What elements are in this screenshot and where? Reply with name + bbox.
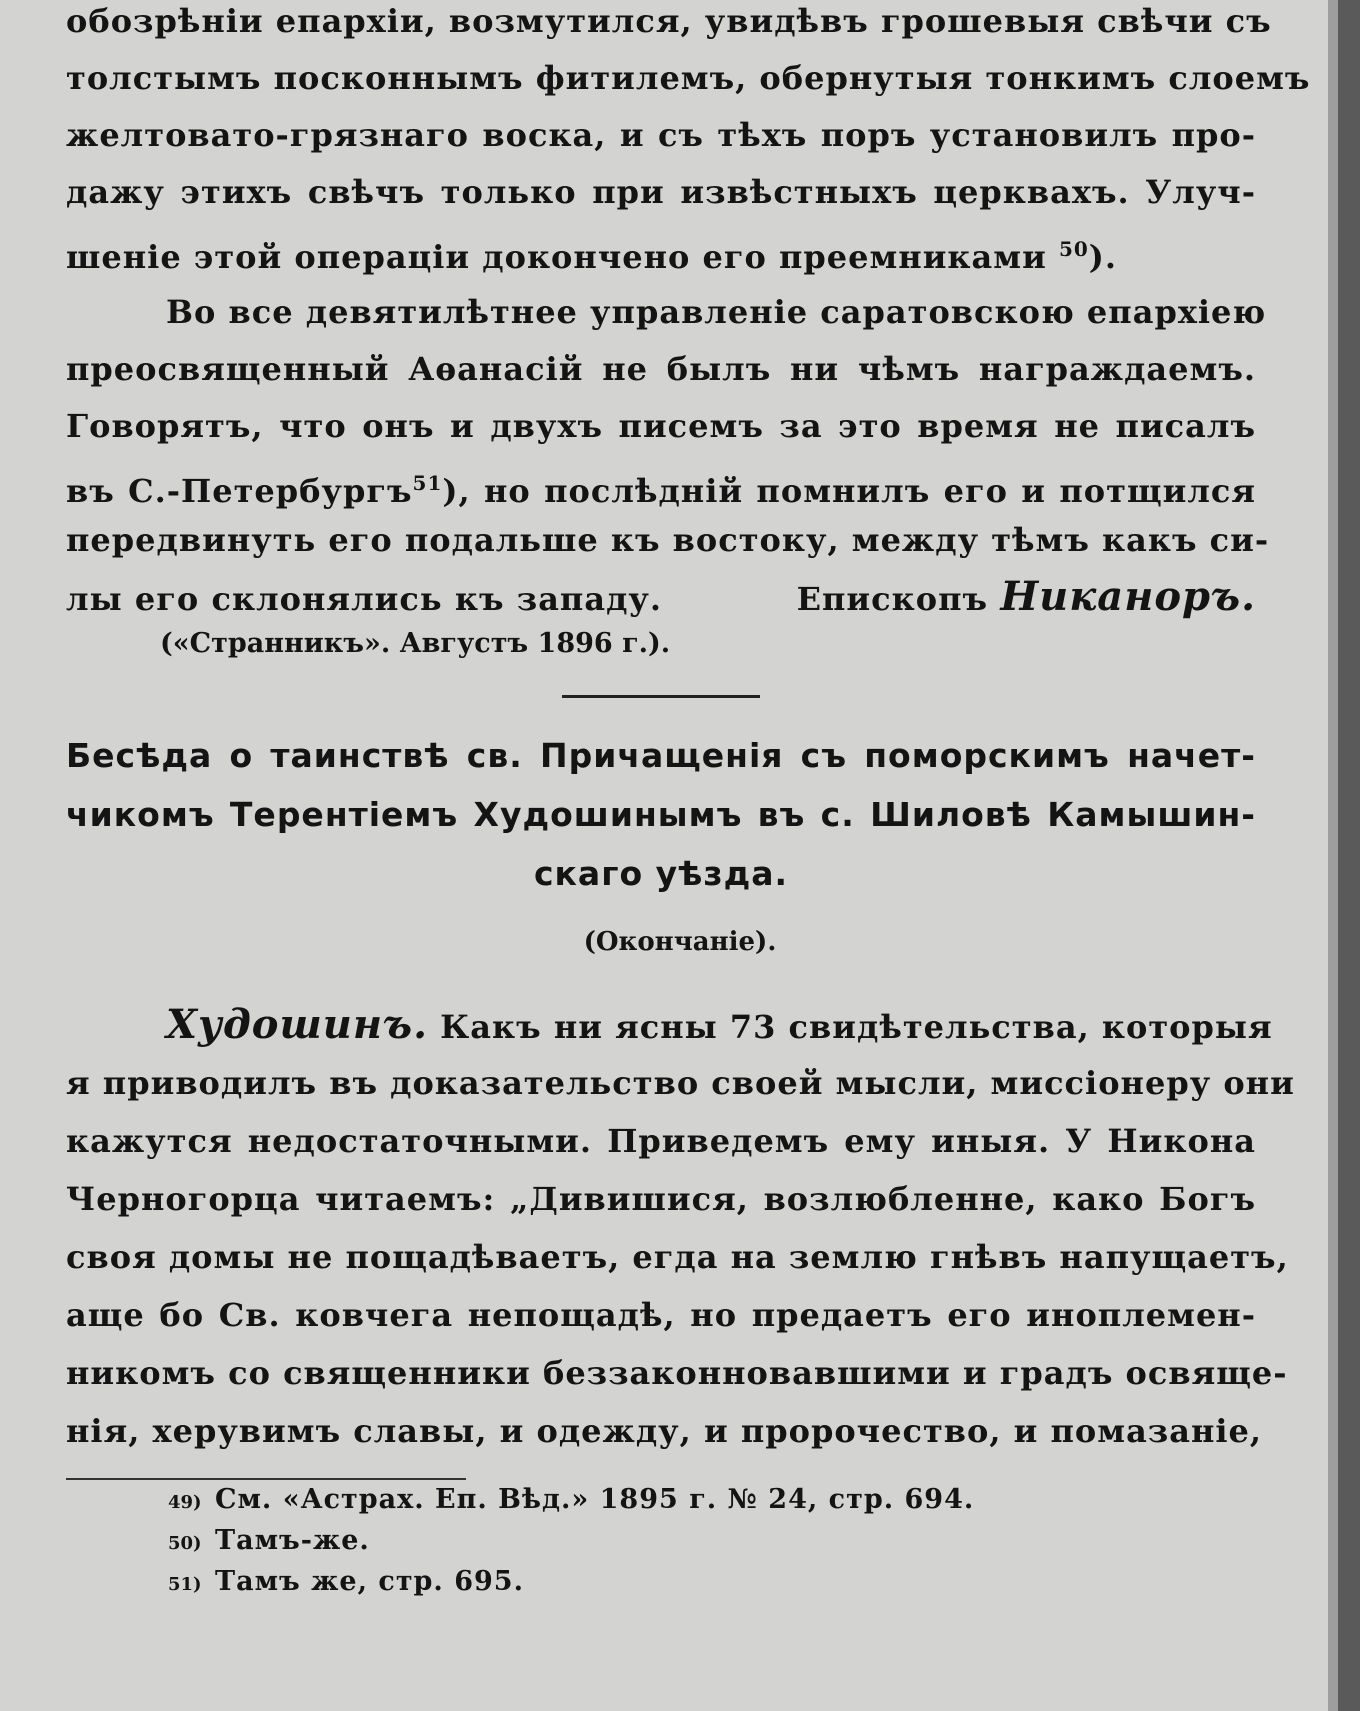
section-divider <box>562 695 760 698</box>
line-text: шеніе этой операціи докончено его преемниками <box>66 238 1047 276</box>
speaker-name: Худошинъ. <box>166 1001 429 1048</box>
footnote-51 <box>168 1562 974 1602</box>
continued-label: (Окончаніе). <box>583 927 777 957</box>
footnote-text: Тамъ же, стр. 695. <box>214 1566 524 1597</box>
text-line: желтовато-грязнаго воска, и съ тѣхъ поръ установилъ про- <box>66 116 1256 154</box>
footnote-ref-50: 50 <box>1058 237 1089 261</box>
footnote-ref-51: 51 <box>412 471 443 495</box>
line-text: лы его склонялись къ западу. <box>66 580 663 618</box>
page-edge <box>1338 0 1360 1711</box>
text-line: толстымъ посконнымъ фитилемъ, обернутыя тонкимъ слоемъ <box>66 59 1311 97</box>
title-line: чикомъ Терентіемъ Худошинымъ въ с. Шиловѣ Камышин- <box>66 795 1256 834</box>
text-line: своя домы не пощадѣваетъ, егда на землю гнѣвъ напущаетъ, <box>66 1238 1289 1276</box>
line-text: ), но послѣдній помнилъ его и потщился <box>442 472 1257 510</box>
text-line: нія, херувимъ славы, и одежду, и пророчество, и помазаніе, <box>66 1412 1263 1450</box>
line-text: Какъ ни ясны 73 свидѣтельства, которыя <box>440 1008 1273 1046</box>
text-line <box>66 996 1273 1054</box>
source-note: («Странникъ». Августъ 1896 г.). <box>160 628 671 659</box>
footnote-50 <box>168 1521 974 1561</box>
footnote-text: См. «Астрах. Еп. Вѣд.» 1895 г. № 24, стр. 694. <box>214 1484 975 1515</box>
title-line: скаго уѣзда. <box>533 854 789 893</box>
text-line: дажу этихъ свѣчъ только при извѣстныхъ церквахъ. Улуч- <box>66 173 1256 211</box>
text-line <box>66 454 1256 512</box>
footnotes <box>168 1480 974 1603</box>
signature-line <box>66 568 1256 626</box>
text-line: Говорятъ, что онъ и двухъ писемъ за это время не писалъ <box>66 407 1256 445</box>
page-edge-shadow <box>1328 0 1338 1711</box>
text-line: кажутся недостаточными. Приведемъ ему иныя. У Никона <box>66 1122 1256 1160</box>
footnote-number: 50) <box>168 1533 202 1554</box>
text-line: аще бо Св. ковчега непощадѣ, но предаетъ его иноплемен- <box>66 1296 1256 1334</box>
signature-prefix: Епископъ <box>796 580 989 618</box>
text-line: я приводилъ въ доказательство своей мысли, миссіонеру они <box>66 1064 1295 1102</box>
footnote-text: Тамъ-же. <box>214 1525 370 1556</box>
text-line: преосвященный Аѳанасій не былъ ни чѣмъ награждаемъ. <box>66 350 1256 388</box>
text-line <box>66 220 1256 278</box>
text-line: Во все девятилѣтнее управленіе саратовскою епархіею <box>166 293 1267 331</box>
text-line: обозрѣніи епархіи, возмутился, увидѣвъ грошевыя свѣчи съ <box>66 2 1272 40</box>
line-text: въ С.-Петербургъ <box>66 472 413 510</box>
signature-name: Никаноръ. <box>1000 573 1257 620</box>
footnote-49 <box>168 1480 974 1520</box>
footnote-number: 49) <box>168 1492 202 1513</box>
text-line: передвинуть его подальше къ востоку, между тѣмъ какъ си- <box>66 521 1270 559</box>
footnote-number: 51) <box>168 1574 202 1595</box>
text-line: Черногорца читаемъ: „Дивишися, возлюбленне, како Богъ <box>66 1180 1256 1218</box>
line-tail: ). <box>1088 238 1118 276</box>
title-line: Бесѣда о таинствѣ св. Причащенія съ поморскимъ начет- <box>66 736 1256 775</box>
text-line: никомъ со священники беззаконновавшими и градъ освяще- <box>66 1354 1288 1392</box>
